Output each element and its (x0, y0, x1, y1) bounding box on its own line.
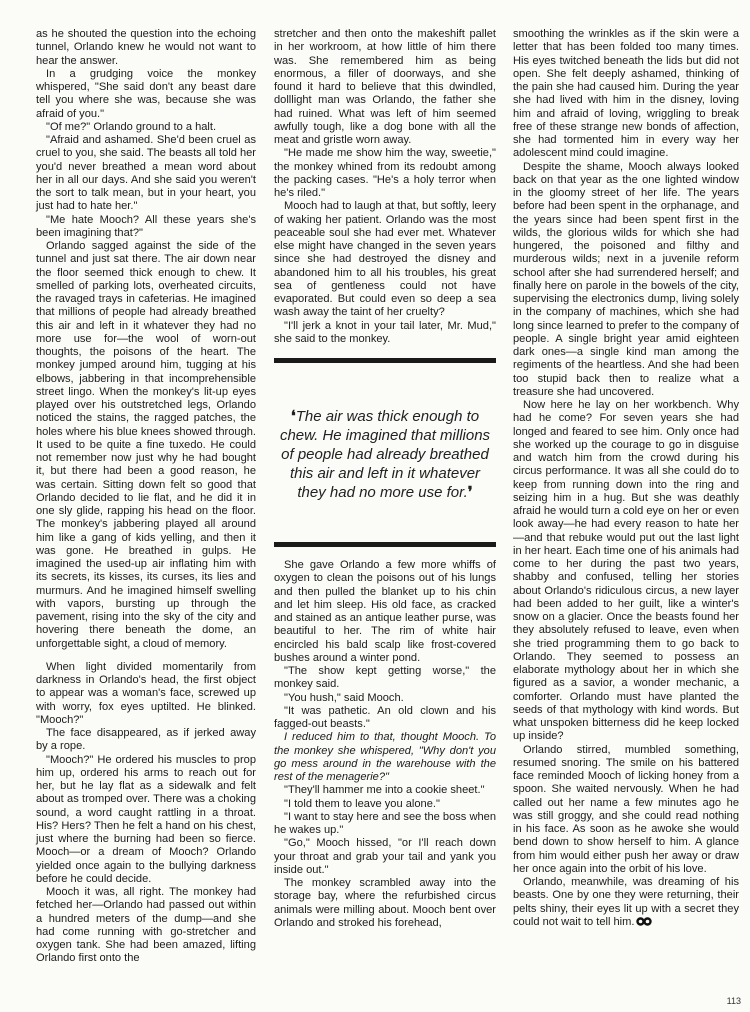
paragraph-final (513, 876, 739, 929)
paragraph: "I told them to leave you alone." (284, 797, 440, 810)
pull-quote-bottom-rule (274, 542, 496, 547)
paragraph: "Go," Mooch hissed, "or I'll reach down your throat and grab your tail and yank you inside out." (274, 837, 496, 876)
paragraph: Despite the shame, Mooch always looked back on that year as the one lighted window in the gloomy street of her life. The years before had been spent in the orphanage, and the years since had been spent first in the wilds, the glorious wilds for which she had hungered, the poisoned and filthy and murderous wilds; next in a juvenile reform school after she had surrendered herself; and finally here on parole in the bowels of the city, supervising the electronics dump, living solely in the company of machines, which she had long since learned to prefer to the company of people. A single bright year amid eighteen dark ones—a single kind man among the regiments of the heartless. And she had been too stupid back then to realize what a treasure she had uncovered. (513, 160, 739, 398)
page-number: 113 (726, 996, 741, 1006)
pull-quote (278, 407, 492, 502)
paragraph: "Mooch?" He ordered his muscles to prop him up, ordered his arms to reach out for her, but he lay flat as a sidewalk and felt about as tromped over. There was a choking sound, a word caught rattling in a throat. His? Hers? Then he felt a hand on his chest, just where the burning had been so fierce. Mooch—or a dream of Mooch? Orlando yielded once again to the bullying darkness before he could decide. (36, 753, 256, 885)
close-quote-mark: ❜ (467, 484, 473, 501)
paragraph: stretcher and then onto the makeshift pallet in her workroom, at how little of him there was. She remembered him as being enormous, a filler of doorways, and she found it hard to believe that this dwindled, dolllight man was Orlando, the father she had ruined. What was left of him seemed awfully tough, like a dog bone with all the meat and gristle worn away. (274, 28, 496, 146)
paragraph: "You hush," said Mooch. (284, 691, 404, 704)
paragraph: In a grudging voice the monkey whispered, "She said don't any beast dare tell you where she was, because she was afraid of you." (36, 67, 256, 120)
paragraph: "They'll hammer me into a cookie sheet." (284, 784, 485, 797)
paragraph: as he shouted the question into the echoing tunnel, Orlando knew he would not want to hear the answer. (36, 28, 256, 67)
pull-quote-box (274, 358, 496, 547)
paragraph: "Me hate Mooch? All these years she's been imagining that?" (36, 213, 256, 239)
open-quote-mark: ❛ (290, 408, 296, 425)
end-of-story-icon (636, 917, 652, 926)
paragraph: "He made me show him the way, sweetie," the monkey whined from its redoubt among the packing cases. "He's a holy terror when he's riled." (274, 147, 496, 199)
paragraph: The monkey scrambled away into the storage bay, where the refurbished circus animals were milling about. Mooch bent over Orlando and stroked his forehead, (274, 877, 496, 929)
paragraph: Now here he lay on her workbench. Why had he come? For seven years she had longed and feared to see him. Only once had she worked up the courage to go in disguise and watch him from the crowd during his circus performance. It was all she could do to keep from running down into the ring and seizing him in a hug. But she was deathly afraid he would turn a cold eye on her or even look away—he had every reason to hate her—and that rebuke would put out the last light in her heart. Each time one of his animals had come to her during the past two years, shabby and confused, telling her stories about Orlando's ridiculous circus, a new layer had been added to her guilt, like a winter's snow on a glacier. Once the beasts found her they absolutely refused to leave, even when she tried programming them to go back to Orlando. They seemed to possess an elaborate mythology about her in which she figured as a savior, a wonder mechanic, a comforter. Orlando must have planted the seeds of that mythology with kind words. But what unspoken bitterness did he keep locked up inside? (513, 399, 739, 743)
pull-quote-text: The air was thick enough to chew. He imagined that millions of people had already breathed this air and left in it whatever they had no more use for. (279, 408, 491, 501)
paragraph: "I want to stay here and see the boss when he wakes up." (274, 810, 496, 836)
paragraph: "It was pathetic. An old clown and his fagged-out beasts." (274, 704, 496, 730)
column-left (36, 28, 256, 966)
paragraph: Orlando stirred, mumbled something, resumed snoring. The smile on his battered face reminded Mooch of licking honey from a spoon. She waited nervously. When he had called out her name a few minutes ago he was still groggy, and she could read nothing in his face. As soon as he awoke she would bend down to show herself to him. A glance from him would either push her away or draw her once again into the orbit of his love. (513, 743, 739, 875)
column-right (513, 28, 739, 929)
paragraph: The face disappeared, as if jerked away by a rope. (36, 727, 256, 753)
paragraph: Mooch it was, all right. The monkey had fetched her—Orlando had passed out within a hundred meters of the dump—and she had come running with go-stretcher and oxygen tank. She had been amazed, lifting Orlando first onto the (36, 886, 256, 965)
paragraph: Mooch had to laugh at that, but softly, leery of waking her patient. Orlando was the most peaceable soul she had ever met. Whatever else might have changed in the seven years since she had destroyed the disney and abandoned him to all his troubles, his great sea of gentleness could not have evaporated. But could even so deep a sea wash away the taint of her cruelty? (274, 200, 496, 319)
final-paragraph-text: Orlando, meanwhile, was dreaming of his beasts. One by one they were returning, their pelts shiny, their eyes lit up with a secret they could not wait to tell him. (513, 876, 739, 928)
paragraph: "The show kept getting worse," the monkey said. (274, 665, 496, 691)
paragraph: smoothing the wrinkles as if the skin were a letter that has been folded too many times. His eyes twitched beneath the lids but did not open. She felt deeply ashamed, thinking of the pain she had caused him. During the year she had lived with him in the disney, loving him and afraid of loving, wriggling to break free of these strange new bonds of affection, she had tormented him in every way her adolescent mind could imagine. (513, 28, 739, 160)
paragraph: She gave Orlando a few more whiffs of oxygen to clean the poisons out of his lungs and then pulled the blanket up to his chin and let him sleep. His old face, as cracked and stained as an antique leather purse, was beautiful to her. The rim of white hair encircled his bald scalp like frost-covered bushes around a winter pond. (274, 559, 496, 664)
paragraph: "I'll jerk a knot in your tail later, Mr. Mud," she said to the monkey. (274, 319, 496, 345)
paragraph: "Afraid and ashamed. She'd been cruel as cruel to you, she said. The beasts all told her you'd never breathed a mean word about her in all our days. And she said you weren't the sort to talk mean, but in your heart, you just had to hate her." (36, 134, 256, 213)
pull-quote-top-rule (274, 358, 496, 363)
column-middle (274, 28, 496, 930)
paragraph: I reduced him to that, thought Mooch. To the monkey she whispered, "Why don't you go mess around in the warehouse with the rest of the menagerie?" (274, 731, 496, 783)
paragraph: When light divided momentarily from darkness in Orlando's head, the first object to appear was a woman's face, screwed up with worry, fox eyes uptilted. He blinked. "Mooch?" (36, 660, 256, 726)
paragraph: Orlando sagged against the side of the tunnel and just sat there. The air down near the floor seemed thick enough to chew. It smelled of parking lots, overheated circuits, the ravaged trays in cafeterias. He imagined that millions of people had already breathed this air and left in it whatever they had no more use for—the wool of worn-out thoughts, the poisons of the heart. The monkey jumped around him, tugging at his elbows, jabbering in that incomprehensible street lingo. When the monkey's lit-up eyes played over his outstretched legs, Orlando noticed the stains, the ragged patches, the holes where his blue knees showed through. It used to be quite a fine tuxedo. He could not remember now just why he had bought it, but there had been a good reason, he was certain. Sitting down felt so good that Orlando decided to lie flat, and he did it in one sly glide, rapping his head on the floor. The monkey's jabbering played all around him like a gang of kids yelling, and then it was gone. He breathed in gulps. He imagined the used-up air inflating him with its secrets, its kisses, its curses, its lies and murmurs. And he imagined himself swelling with vapors, bursting up through the pavement, rising into the sky of the city and hovering there beneath the dome, an unforgettable sight, a cloud of memory. (36, 240, 256, 650)
paragraph: "Of me?" Orlando ground to a halt. (46, 120, 217, 133)
